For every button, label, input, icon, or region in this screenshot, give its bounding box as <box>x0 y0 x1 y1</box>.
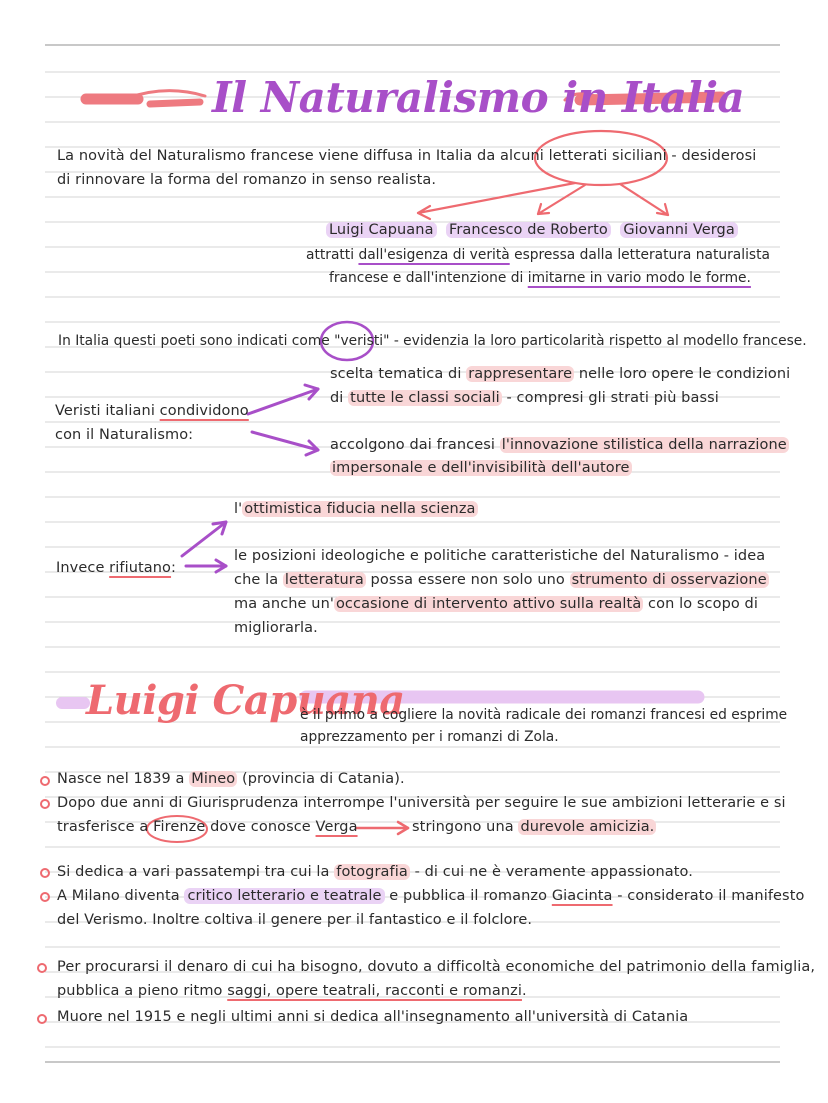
attracted-line-2: francese e dall'intenzione di imitarne in vario modo le forme. <box>329 270 751 286</box>
bio-item-money-line-1: Per procurarsi il denaro di cui ha bisogno, dovuto a difficoltà economiche del patrimonio della famiglia, <box>57 959 816 975</box>
bio-item-university-line-1: Dopo due anni di Giurisprudenza interrompe l'università per seguire le sue ambizioni letterarie e si <box>57 795 786 811</box>
author-de-roberto: Francesco de Roberto <box>446 222 611 238</box>
reject-point-2-line-3: ma anche un' occasione di intervento attivo sulla realtà con lo scopo di <box>234 596 758 612</box>
bullet-icon <box>40 892 50 902</box>
arrows-condividono <box>248 385 318 455</box>
reject-point-2-line-4: migliorarla. <box>234 620 318 636</box>
arrow-verga <box>356 822 408 834</box>
reject-point-2-line-1: le posizioni ideologiche e politiche caratteristiche del Naturalismo - idea <box>234 548 766 564</box>
reject-point-2-line-2: che la letteratura possa essere non solo uno strumento di osservazione <box>234 572 767 588</box>
share-point-1-line-2: di tutte le classi sociali - compresi gli strati più bassi <box>330 390 719 406</box>
capuana-desc-2: apprezzamento per i romanzi di Zola. <box>300 729 559 745</box>
author-verga: Giovanni Verga <box>620 222 738 238</box>
bio-item-milano-line-2: del Verismo. Inoltre coltiva il genere per il fantastico e il folclore. <box>57 912 533 928</box>
attracted-line-1: attratti dall'esigenza di verità espressa dalla letteratura naturalista <box>306 247 770 263</box>
bio-item-money-line-2: pubblica a pieno ritmo saggi, opere teatrali, racconti e romanzi. <box>57 983 527 999</box>
intro-line-1: La novità del Naturalismo francese viene diffusa in Italia da alcuni letterati siciliani - desiderosi <box>57 148 757 164</box>
veristi-line: In Italia questi poeti sono indicati come "veristi" - evidenzia la loro particolarità rispetto al modello francese. <box>58 333 807 349</box>
arrows-to-authors <box>418 183 668 219</box>
bullet-icon <box>40 776 50 786</box>
capuana-heading: Luigi Capuana <box>86 677 405 724</box>
intro-line-2: di rinnovare la forma del romanzo in senso realista. <box>57 172 437 188</box>
page-title: Il Naturalismo in Italia <box>212 73 745 122</box>
bullet-icon <box>40 868 50 878</box>
capuana-desc-1: è il primo a cogliere la novità radicale dei romanzi francesi ed esprime <box>300 707 788 723</box>
share-label-1: Veristi italiani condividono <box>55 403 249 419</box>
bullet-icon <box>37 963 47 973</box>
veristi-word: "veristi" <box>334 333 390 349</box>
reject-point-1: l' ottimistica fiducia nella scienza <box>234 501 476 517</box>
bio-item-death: Muore nel 1915 e negli ultimi anni si dedica all'insegnamento all'università di Catania <box>57 1009 689 1025</box>
bio-item-friendship: stringono una durevole amicizia. <box>412 819 655 835</box>
firenze-word: Firenze <box>153 819 206 835</box>
bio-item-birth: Nasce nel 1839 a Mineo (provincia di Catania). <box>57 771 405 787</box>
author-capuana: Luigi Capuana <box>326 222 437 238</box>
share-point-2-line-2: impersonale e dell'invisibilità dell'autore <box>332 460 630 476</box>
bio-item-hobbies: Si dedica a vari passatempi tra cui la fotografia - di cui ne è veramente appassionato. <box>57 864 693 880</box>
bio-item-milano-line-1: A Milano diventa critico letterario e teatrale e pubblica il romanzo Giacinta - considerato il manifesto <box>57 888 805 904</box>
authors-row <box>326 222 738 238</box>
bio-item-university-line-2: trasferisce a Firenze dove conosce Verga <box>57 819 358 835</box>
reject-label: Invece rifiutano: <box>56 560 177 576</box>
letterati-siciliani: letterati siciliani <box>548 148 667 164</box>
share-point-2-line-1: accolgono dai francesi l'innovazione stilistica della narrazione <box>330 437 787 453</box>
bullet-icon <box>37 1014 47 1024</box>
share-label-2: con il Naturalismo: <box>55 427 194 443</box>
share-point-1-line-1: scelta tematica di rappresentare nelle loro opere le condizioni <box>330 366 791 382</box>
bullet-icon <box>40 799 50 809</box>
